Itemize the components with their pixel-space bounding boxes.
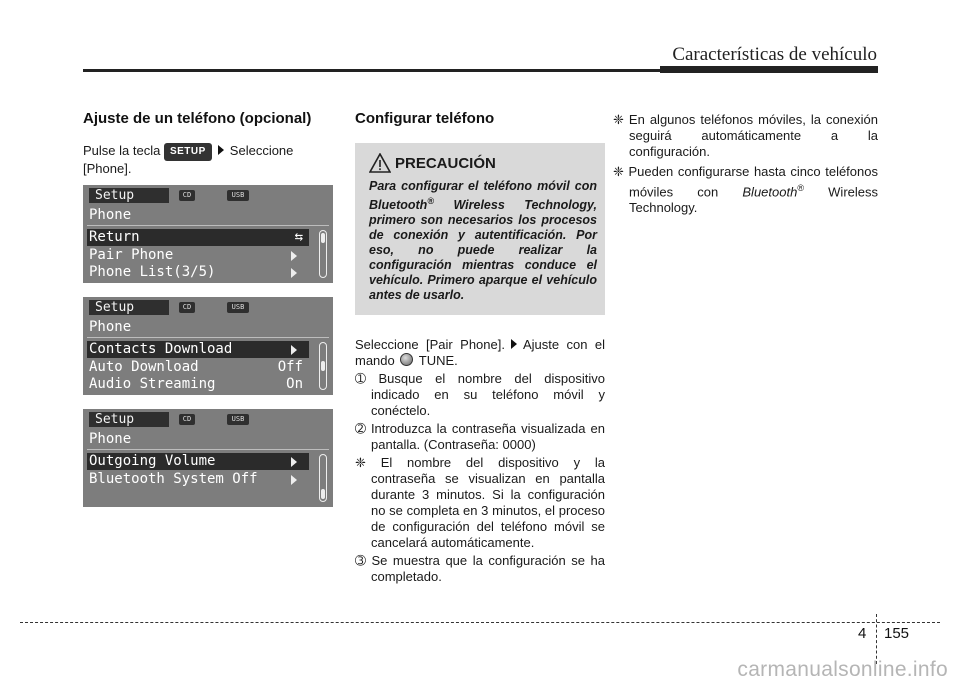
bluetooth-term: Bluetooth bbox=[742, 184, 798, 200]
return-icon: ⇆ bbox=[294, 229, 303, 245]
step-marker: ➂ bbox=[355, 553, 366, 569]
screen-title: Setup bbox=[89, 188, 169, 203]
caution-text-b: Wireless Technology, primero son necesarios los procesos de conexión y autentificación. Por eso, no puede realizar la configuración mientras conduce el vehículo. Primero aparque el vehículo antes de usarlo. bbox=[369, 198, 597, 303]
step-marker: ➁ bbox=[355, 421, 366, 437]
menu-item-pair-phone[interactable] bbox=[87, 247, 309, 264]
display-screen-1 bbox=[83, 185, 333, 283]
section-heading-phone-setup: Ajuste de un teléfono (opcional) bbox=[83, 110, 312, 127]
display-screen-2 bbox=[83, 297, 333, 395]
screen-subtitle: Phone bbox=[89, 207, 132, 223]
registered-mark: ® bbox=[797, 183, 804, 193]
menu-item-label: Pair Phone bbox=[89, 247, 174, 263]
configure-intro-c: TUNE. bbox=[418, 353, 458, 369]
step-text: Introduzca la contraseña visualizada en pantalla. (Contraseña: 0000) bbox=[370, 421, 605, 453]
step-text: Busque el nombre del dispositivo indicado en su teléfono móvil y conéctelo. bbox=[371, 371, 605, 419]
step-note bbox=[355, 455, 605, 551]
warning-triangle-icon bbox=[369, 153, 391, 173]
registered-mark: ® bbox=[427, 196, 434, 206]
cd-badge: CD bbox=[179, 302, 195, 313]
screen-divider bbox=[87, 337, 329, 338]
step-1 bbox=[355, 371, 605, 419]
caution-text bbox=[369, 179, 597, 303]
screen-divider bbox=[87, 225, 329, 226]
usb-badge: USB bbox=[227, 302, 249, 313]
note-marker: ❈ bbox=[613, 164, 624, 179]
menu-item-label: Outgoing Volume bbox=[89, 453, 216, 469]
chevron-right-icon bbox=[291, 251, 297, 261]
tune-knob-icon bbox=[400, 353, 413, 366]
caution-text-a: Para configurar el teléfono móvil con Bluetooth bbox=[369, 179, 597, 213]
menu-item-outgoing-volume[interactable] bbox=[87, 453, 309, 470]
menu-item-label: Phone List(3/5) bbox=[89, 264, 216, 280]
note-text-b: Wireless Technology. bbox=[629, 184, 878, 216]
chevron-right-icon bbox=[291, 268, 297, 278]
watermark-text: carmanualsonline.info bbox=[737, 658, 948, 681]
scrollbar[interactable] bbox=[319, 454, 327, 502]
header-rule-accent bbox=[660, 66, 878, 73]
scroll-thumb[interactable] bbox=[321, 489, 325, 499]
step-3 bbox=[355, 553, 605, 585]
scroll-thumb[interactable] bbox=[321, 233, 325, 243]
screen-subtitle: Phone bbox=[89, 431, 132, 447]
setting-value: On bbox=[286, 376, 303, 392]
menu-item-label: Bluetooth System Off bbox=[89, 471, 258, 487]
cd-badge: CD bbox=[179, 190, 195, 201]
column-phone-setup bbox=[83, 110, 333, 507]
configure-intro-a: Seleccione [Pair Phone]. bbox=[355, 337, 505, 353]
menu-item-label: Audio Streaming bbox=[89, 376, 216, 392]
scroll-thumb[interactable] bbox=[321, 361, 325, 371]
column-configure-phone bbox=[355, 110, 605, 585]
screen-title: Setup bbox=[89, 412, 169, 427]
scrollbar[interactable] bbox=[319, 342, 327, 390]
chevron-right-icon bbox=[291, 457, 297, 467]
page-number-separator bbox=[876, 614, 877, 664]
note-text: En algunos teléfonos móviles, la conexión seguirá automáticamente a la configuración. bbox=[628, 112, 878, 159]
intro-pre: Pulse la tecla bbox=[83, 143, 161, 158]
section-heading-configure: Configurar teléfono bbox=[355, 110, 495, 127]
cd-badge: CD bbox=[179, 414, 195, 425]
arrow-right-icon bbox=[511, 339, 517, 349]
chevron-right-icon bbox=[291, 475, 297, 485]
intro-paragraph bbox=[83, 143, 333, 177]
usb-badge: USB bbox=[227, 190, 249, 201]
footer-rule bbox=[20, 622, 940, 623]
note-marker: ❈ bbox=[613, 112, 624, 127]
chevron-right-icon bbox=[291, 345, 297, 355]
caution-box bbox=[355, 143, 605, 315]
intro-post: Seleccione bbox=[229, 143, 294, 158]
menu-item-bluetooth-off[interactable] bbox=[87, 471, 309, 488]
menu-item-label: Return bbox=[89, 229, 140, 245]
setup-key-badge: SETUP bbox=[164, 143, 212, 161]
menu-item-auto-download[interactable] bbox=[87, 359, 309, 376]
note-text-a: Pueden configurarse hasta cinco teléfonos móviles con bbox=[628, 164, 878, 200]
screen-subtitle: Phone bbox=[89, 319, 132, 335]
setting-value: Off bbox=[277, 359, 303, 375]
configure-intro-b: Ajuste con el mando bbox=[355, 337, 605, 369]
configure-intro bbox=[355, 337, 605, 369]
menu-item-label: Contacts Download bbox=[89, 341, 233, 357]
caution-title: PRECAUCIÓN bbox=[395, 154, 496, 172]
page-number: 155 bbox=[884, 625, 910, 642]
chapter-number: 4 bbox=[858, 625, 867, 642]
display-screen-3 bbox=[83, 409, 333, 507]
menu-item-contacts-download[interactable] bbox=[87, 341, 309, 358]
step-2 bbox=[355, 421, 605, 453]
menu-item-return[interactable] bbox=[87, 229, 309, 246]
note-1 bbox=[613, 112, 878, 160]
caution-header bbox=[369, 153, 597, 173]
intro-end: [Phone]. bbox=[83, 161, 132, 176]
screen-title: Setup bbox=[89, 300, 169, 315]
menu-item-audio-streaming[interactable] bbox=[87, 376, 309, 393]
step-marker: ➀ bbox=[355, 371, 366, 387]
usb-badge: USB bbox=[227, 414, 249, 425]
arrow-right-icon bbox=[218, 145, 224, 155]
note-marker: ❈ bbox=[355, 455, 366, 471]
step-text: Se muestra que la configuración se ha completado. bbox=[371, 553, 605, 585]
page-header-title: Características de vehículo bbox=[672, 44, 877, 65]
note-2 bbox=[613, 164, 878, 216]
scrollbar[interactable] bbox=[319, 230, 327, 278]
menu-item-phone-list[interactable] bbox=[87, 264, 309, 281]
menu-item-label: Auto Download bbox=[89, 359, 199, 375]
step-text: El nombre del dispositivo y la contraseña se visualizan en pantalla durante 3 minutos. Si la configuración no se completa en 3 minutos, el proceso de configuración del teléfono móvil se cancelará automáticamente. bbox=[371, 455, 605, 551]
screen-divider bbox=[87, 449, 329, 450]
column-notes bbox=[613, 110, 878, 216]
